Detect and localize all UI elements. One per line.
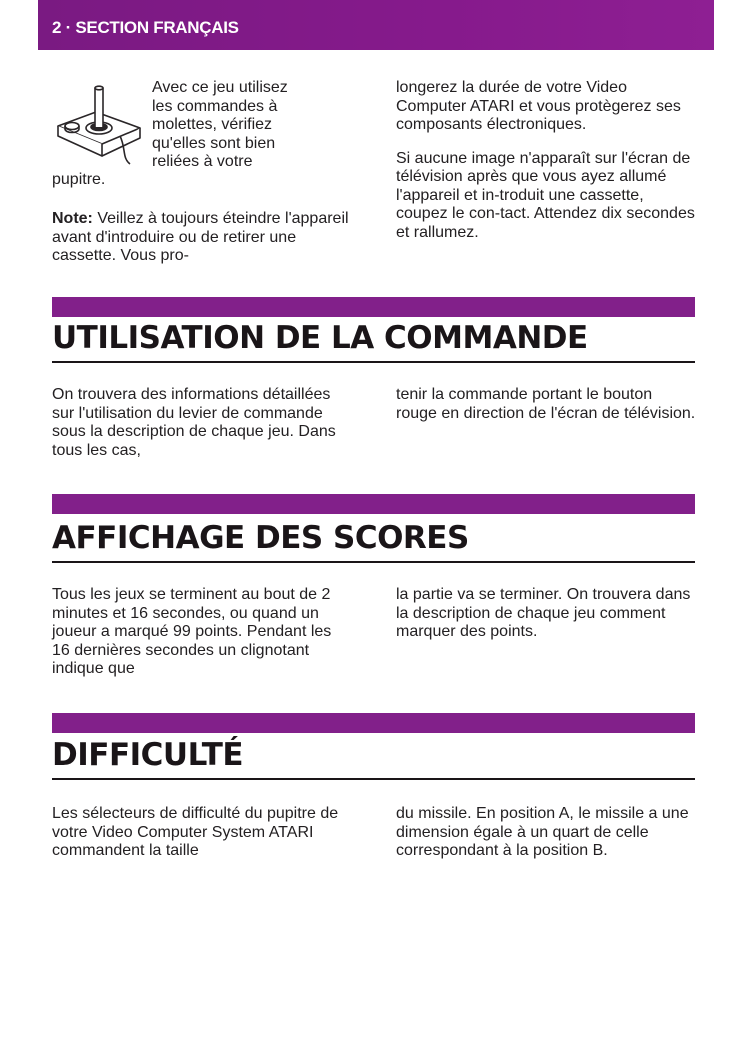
note-text: Veillez à toujours éteindre l'appareil avant d'introduire ou de retirer une cassette. Vous pro- — [52, 210, 349, 264]
section-accent-bar — [52, 713, 695, 733]
note-paragraph — [52, 210, 352, 266]
intro-line: molettes, vérifiez — [152, 116, 273, 133]
intro-right-column — [396, 79, 696, 242]
section-title-difficulte: DIFFICULTÉ — [52, 737, 244, 773]
section-rule — [52, 561, 695, 563]
section-accent-bar — [52, 494, 695, 514]
intro-line: Avec ce jeu utilisez — [152, 79, 288, 96]
section-header-bar — [38, 0, 714, 50]
section-right-column: tenir la commande portant le bouton rouge en direction de l'écran de télévision. — [396, 386, 696, 422]
section-right-column: du missile. En position A, le missile a une dimension égale à un quart de celle correspondant à la position B. — [396, 805, 689, 859]
intro-right-paragraph: Si aucune image n'apparaît sur l'écran de télévision après que vous ayez allumé l'appareil et in-troduit une cassette, coupez le con-tact. Attendez dix secondes et rallumez. — [396, 149, 695, 241]
section-title-commande: UTILISATION DE LA COMMANDE — [52, 320, 588, 356]
section-left-column: Tous les jeux se terminent au bout de 2 minutes et 16 secondes, ou quand un joueur a marqué 99 points. Pendant les 16 dernières secondes un clignotant indique que — [52, 586, 332, 677]
intro-tail: pupitre. — [52, 171, 106, 188]
intro-line: reliées à votre — [152, 153, 253, 170]
section-rule — [52, 361, 695, 363]
joystick-icon — [52, 78, 147, 173]
intro-right-paragraph: longerez la durée de votre Video Computer ATARI et vous protègerez ses composants électroniques. — [396, 79, 681, 133]
section-rule — [52, 778, 695, 780]
section-left-column: Les sélecteurs de difficulté du pupitre de votre Video Computer System ATARI commandent la taille — [52, 805, 339, 859]
section-left-column: On trouvera des informations détaillées sur l'utilisation du levier de commande sous la description de chaque jeu. Dans tous les cas, — [52, 386, 336, 459]
note-label: Note: — [52, 210, 93, 227]
intro-line: les commandes à — [152, 97, 278, 115]
intro-paragraph — [152, 79, 352, 172]
section-right-column: la partie va se terminer. On trouvera dans la description de chaque jeu comment marquer des points. — [396, 586, 691, 640]
intro-line: qu'elles sont bien — [152, 134, 276, 152]
section-title-scores: AFFICHAGE DES SCORES — [52, 520, 469, 556]
section-accent-bar — [52, 297, 695, 317]
section-header-label: 2 · SECTION FRANÇAIS — [52, 18, 239, 37]
